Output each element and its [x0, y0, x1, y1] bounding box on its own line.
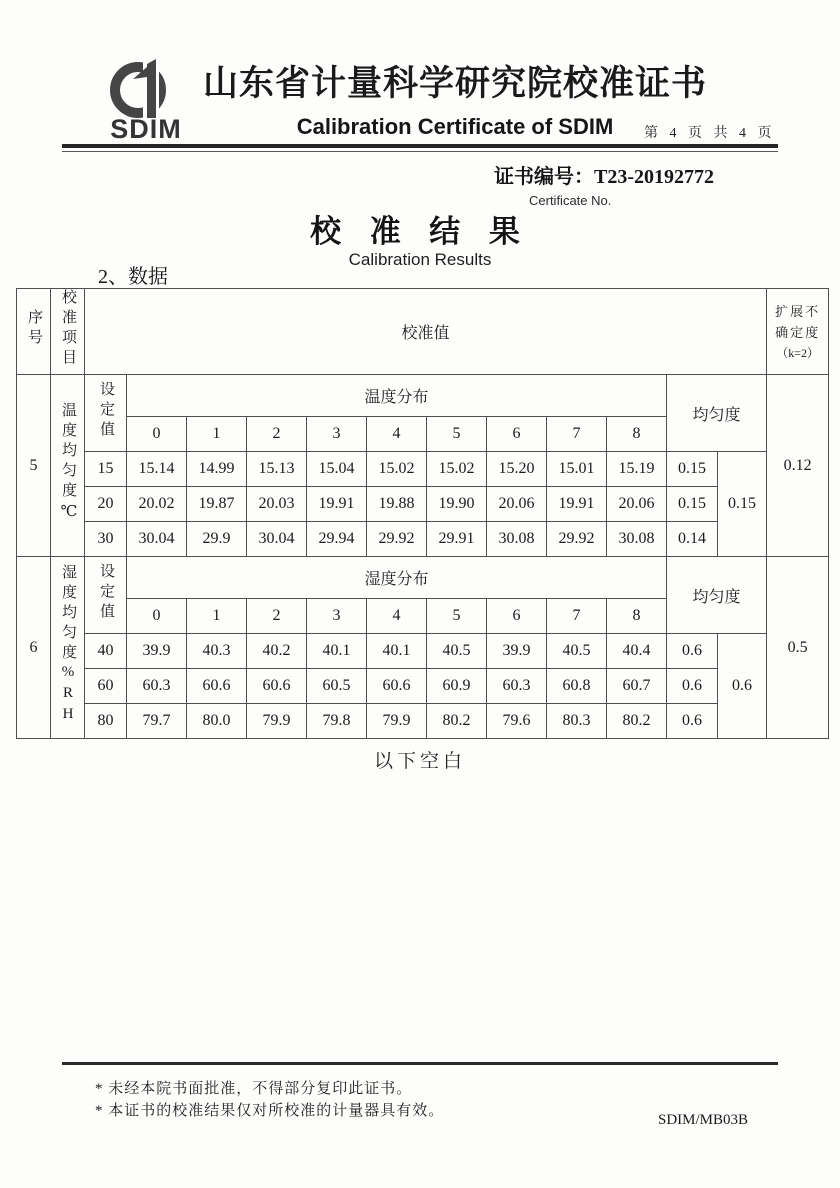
dist-value: 79.8: [307, 704, 367, 739]
humidity-distribution-header: 湿度分布: [127, 557, 667, 599]
point-index: 2: [247, 417, 307, 452]
dist-value: 79.9: [247, 704, 307, 739]
set-value: 60: [85, 669, 127, 704]
row-uniformity: 0.6: [667, 669, 718, 704]
dist-value: 15.02: [367, 452, 427, 487]
row-uniformity: 0.6: [667, 634, 718, 669]
dist-value: 29.91: [427, 522, 487, 557]
institute-title-en: Calibration Certificate of SDIM: [296, 114, 614, 139]
set-value-header: 设定值: [85, 557, 127, 634]
point-index: 0: [127, 417, 187, 452]
dist-value: 20.06: [487, 487, 547, 522]
logo-text: SDIM: [110, 114, 182, 144]
temp-row-20: [17, 487, 829, 522]
uncertainty-header: [767, 289, 829, 375]
point-index: 8: [607, 599, 667, 634]
set-value: 30: [85, 522, 127, 557]
dist-value: 30.08: [487, 522, 547, 557]
dist-value: 15.01: [547, 452, 607, 487]
dist-value: 29.92: [367, 522, 427, 557]
temp-distribution-header: 温度分布: [127, 375, 667, 417]
dist-value: 60.9: [427, 669, 487, 704]
dist-value: 40.1: [367, 634, 427, 669]
dist-value: 30.04: [127, 522, 187, 557]
humidity-row-60: [17, 669, 829, 704]
humidity-row-80: [17, 704, 829, 739]
row-uniformity: 0.6: [667, 704, 718, 739]
humidity-row-40: [17, 634, 829, 669]
point-index: 7: [547, 599, 607, 634]
dist-value: 15.13: [247, 452, 307, 487]
dist-value: 15.02: [427, 452, 487, 487]
point-index: 1: [187, 417, 247, 452]
dist-value: 20.06: [607, 487, 667, 522]
temp-item: 温度均匀度℃: [51, 375, 85, 557]
footer-note-2: * 本证书的校准结果仅对所校准的计量器具有效。: [95, 1103, 445, 1119]
dist-value: 19.91: [547, 487, 607, 522]
results-title-cn: 校 准 结 果: [310, 214, 530, 249]
overall-uniformity: 0.15: [718, 452, 767, 557]
dist-value: 29.94: [307, 522, 367, 557]
dist-value: 14.99: [187, 452, 247, 487]
dist-value: 79.9: [367, 704, 427, 739]
dist-value: 39.9: [487, 634, 547, 669]
point-index: 3: [307, 599, 367, 634]
uncertainty-header-line1: 扩展不确定度: [775, 303, 821, 340]
row-uniformity: 0.15: [667, 452, 718, 487]
header-rule: [62, 144, 778, 148]
dist-value: 60.7: [607, 669, 667, 704]
dist-value: 80.2: [427, 704, 487, 739]
dist-value: 60.6: [187, 669, 247, 704]
dist-value: 60.8: [547, 669, 607, 704]
page-number: 第 4 页 共 4 页: [644, 126, 776, 141]
dist-value: 40.5: [547, 634, 607, 669]
sdim-logo: [86, 56, 206, 145]
dist-value: 79.7: [127, 704, 187, 739]
uniformity-header: 均匀度: [667, 557, 767, 634]
calibration-table: [16, 288, 829, 739]
humidity-item: 湿度均匀度%RH: [51, 557, 85, 739]
dist-value: 79.6: [487, 704, 547, 739]
temp-row-15: [17, 452, 829, 487]
document-code: SDIM/MB03B: [658, 1112, 749, 1128]
below-blank-note: 以下空白: [373, 751, 466, 772]
point-index: 5: [427, 599, 487, 634]
set-value: 40: [85, 634, 127, 669]
dist-value: 40.2: [247, 634, 307, 669]
humidity-section-header-row: [17, 557, 829, 599]
dist-value: 80.2: [607, 704, 667, 739]
header-titles: [200, 56, 710, 140]
dist-value: 19.91: [307, 487, 367, 522]
footer-note-1: * 未经本院书面批准，不得部分复印此证书。: [95, 1081, 413, 1097]
point-index: 6: [487, 599, 547, 634]
point-index: 4: [367, 417, 427, 452]
dist-value: 30.04: [247, 522, 307, 557]
point-index: 1: [187, 599, 247, 634]
point-index: 0: [127, 599, 187, 634]
point-index: 2: [247, 599, 307, 634]
dist-value: 60.3: [487, 669, 547, 704]
dist-value: 40.4: [607, 634, 667, 669]
dist-value: 60.6: [367, 669, 427, 704]
overall-uniformity: 0.6: [718, 634, 767, 739]
dist-value: 30.08: [607, 522, 667, 557]
dist-value: 19.90: [427, 487, 487, 522]
dist-value: 40.3: [187, 634, 247, 669]
dist-value: 15.20: [487, 452, 547, 487]
row-uniformity: 0.15: [667, 487, 718, 522]
temp-row-30: [17, 522, 829, 557]
uncertainty-header-line2: （k=2）: [776, 346, 819, 361]
dist-value: 15.04: [307, 452, 367, 487]
point-index: 6: [487, 417, 547, 452]
dist-value: 19.88: [367, 487, 427, 522]
header-rule-thin: [62, 151, 778, 152]
dist-value: 15.14: [127, 452, 187, 487]
dist-value: 20.02: [127, 487, 187, 522]
dist-value: 60.5: [307, 669, 367, 704]
set-value: 80: [85, 704, 127, 739]
dist-value: 80.3: [547, 704, 607, 739]
certificate-number: 证书编号：T23-20192772: [494, 166, 714, 188]
dist-value: 15.19: [607, 452, 667, 487]
set-value: 15: [85, 452, 127, 487]
temp-section-header-row: [17, 375, 829, 417]
certificate-number-label-en: Certificate No.: [529, 193, 612, 208]
data-heading: 2、数据: [98, 266, 168, 288]
humidity-expanded-uncertainty: 0.5: [767, 557, 829, 739]
set-value-header: 设定值: [85, 375, 127, 452]
dist-value: 80.0: [187, 704, 247, 739]
dist-value: 39.9: [127, 634, 187, 669]
dist-value: 60.6: [247, 669, 307, 704]
seq-header: 序号: [17, 289, 51, 375]
dist-value: 19.87: [187, 487, 247, 522]
point-index: 4: [367, 599, 427, 634]
value-header: 校准值: [85, 289, 767, 375]
point-index: 5: [427, 417, 487, 452]
set-value: 20: [85, 487, 127, 522]
sdim-logo-emblem-icon: [107, 56, 185, 122]
uniformity-header: 均匀度: [667, 375, 767, 452]
dist-value: 40.1: [307, 634, 367, 669]
temp-expanded-uncertainty: 0.12: [767, 375, 829, 557]
dist-value: 40.5: [427, 634, 487, 669]
table-header-row: [17, 289, 829, 375]
dist-value: 60.3: [127, 669, 187, 704]
point-index: 7: [547, 417, 607, 452]
item-header: 校准项目: [51, 289, 85, 375]
point-index: 3: [307, 417, 367, 452]
humidity-seq: 6: [17, 557, 51, 739]
dist-value: 29.9: [187, 522, 247, 557]
point-index: 8: [607, 417, 667, 452]
dist-value: 20.03: [247, 487, 307, 522]
row-uniformity: 0.14: [667, 522, 718, 557]
temp-seq: 5: [17, 375, 51, 557]
dist-value: 29.92: [547, 522, 607, 557]
results-title-en: Calibration Results: [348, 250, 492, 269]
institute-title-cn: 山东省计量科学研究院校准证书: [202, 64, 707, 103]
footer-rule: [62, 1062, 778, 1065]
